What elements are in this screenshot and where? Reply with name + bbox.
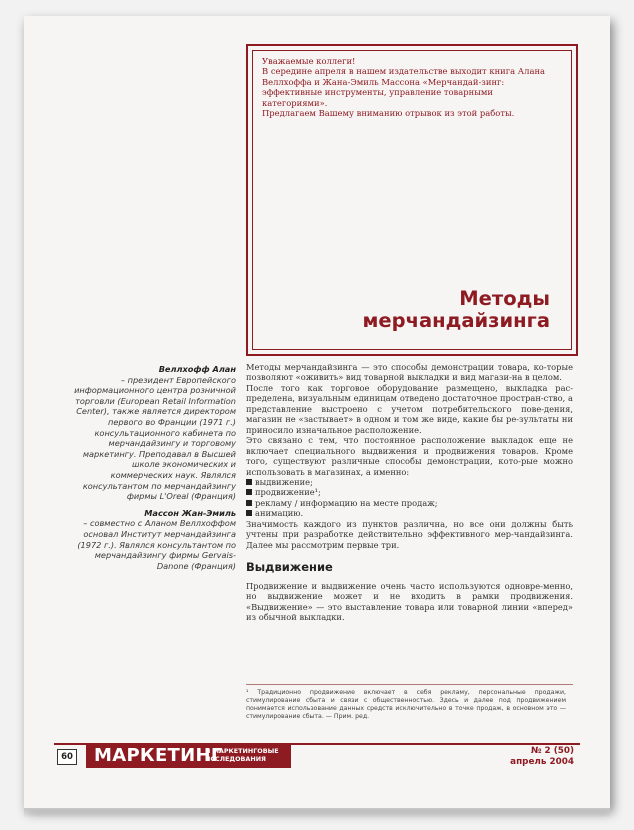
author-bio: – совместно с Аланом Веллхоффом основал Институт мерчандайзинга (1972 г.). Являлся консультантом по мерчандайзингу фирмы Gervais-Danone (Франция) [77, 518, 236, 571]
bullet-item [246, 487, 573, 497]
article-title-line-1: Методы [459, 287, 550, 310]
page-number: 60 [57, 749, 77, 765]
bullet-square-icon [246, 479, 252, 485]
bullet-item [246, 477, 573, 487]
bullet-square-icon [246, 510, 252, 516]
article-title [362, 288, 550, 332]
intro-invitation: Предлагаем Вашему вниманию отрывок из этой работы. [262, 108, 515, 119]
intro-text [262, 56, 558, 118]
logo-subtitle-line-1: И МАРКЕТИНГОВЫЕ [205, 747, 279, 755]
author-block [74, 508, 236, 572]
logo-main-text: МАРКЕТИНГ [94, 745, 223, 766]
bullet-text: продвижение¹; [255, 487, 321, 498]
intro-greeting: Уважаемые коллеги! [262, 56, 356, 66]
intro-announcement: В середине апреля в нашем издательстве выходит книга Алана Веллхоффа и Жана-Эмиль Массона «Мерчандай-зинг: эффективные инструменты, управление товарными категориями». [262, 66, 546, 108]
issue-info [510, 746, 574, 768]
footnote: ¹ Традиционно продвижение включает в себя рекламу, персональные продажи, стимулирование сбыта и связи с общественностью. Здесь и далее под продвижением понимается использование данных средств исключительно в точке продаж, в основном это — стимулирование сбыта. — Прим. ред. [246, 689, 566, 720]
author-bio: – президент Европейского информационного центра розничной торговли (European Retail Information Center), также является директором первого во Франции (1971 г.) консультационного кабинета по мерчандайзингу и торговому маркетингу. Преподавал в Высшей школе экономических и коммерческих наук. Являлся консультантом по мерчандайзингу фирмы L'Oreal (Франция) [74, 374, 236, 502]
body-paragraph: Методы мерчандайзинга — это способы демонстрации товара, ко-торые позволяют «оживить» вид товарной выкладки и вид магази-на в целом. [246, 362, 573, 383]
issue-date: апрель 2004 [510, 757, 574, 767]
bullet-item [246, 498, 573, 508]
bullet-text: рекламу / информацию на месте продаж; [255, 497, 438, 508]
body-paragraph: Продвижение и выдвижение очень часто используются одновре-менно, но выдвижение может и не входить в рамки продвижения. «Выдвижение» — это выставление товара или товарной линии «вперед» из обычной выкладки. [246, 580, 573, 622]
bullet-item [246, 508, 573, 518]
logo-subtitle-line-2: ИССЛЕДОВАНИЯ [205, 754, 266, 763]
issue-number: № 2 (50) [530, 746, 574, 756]
magazine-page [24, 16, 610, 808]
article-body [246, 362, 573, 622]
author-block [74, 364, 236, 502]
bullet-square-icon [246, 500, 252, 506]
body-paragraph: После того как торговое оборудование размещено, выкладка рас-пределена, визуальным единицам отведено достаточное простран-ство, а представление выстроено с учетом потребительского пове-дения, магазин не «застывает» в одном и том же виде, какие бы ре-зультаты ни приносило изначальное расположение. [246, 382, 573, 435]
article-title-line-2: мерчандайзинга [362, 309, 550, 332]
logo-subtitle [205, 748, 279, 763]
authors-sidebar [74, 364, 236, 571]
footnote-divider [246, 684, 573, 685]
bullet-text: анимацию. [255, 508, 304, 519]
bullet-square-icon [246, 489, 252, 495]
body-paragraph: Это связано с тем, что постоянное расположение выкладок еще не включает специального выдвижения и продвижения товаров. Кроме того, существуют различные способы демонстрации, кото-рые можно использовать в магазинах, а именно: [246, 435, 573, 477]
author-name: Массон Жан-Эмиль [144, 507, 236, 518]
magazine-logo [86, 744, 291, 768]
author-name: Веллхофф Алан [158, 364, 236, 374]
intro-box [246, 44, 578, 356]
body-paragraph: Значимость каждого из пунктов различна, но все они должны быть учтены при разработке действительно эффективного мер-чандайзинга. Далее мы рассмотрим первые три. [246, 518, 573, 550]
section-heading: Выдвижение [246, 560, 333, 575]
bullet-text: выдвижение; [255, 476, 313, 487]
